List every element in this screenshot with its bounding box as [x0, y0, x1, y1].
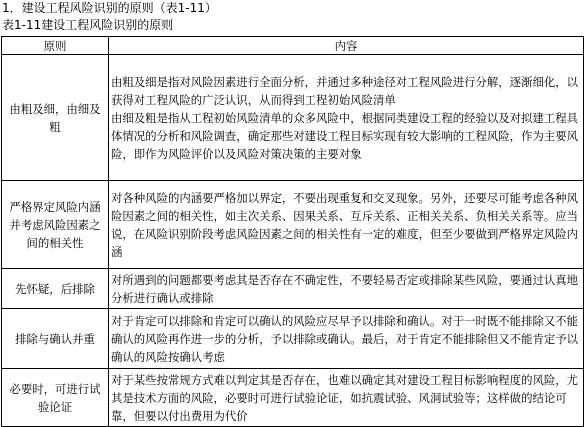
principles-table: [1, 36, 584, 427]
content-paragraph: 对所遇到的问题都要考虑其是否存在不确定性，不要轻易否定或排除某些风险，要通过认真地分析进行确认或排除: [111, 272, 579, 305]
header-principle: 原则: [2, 37, 109, 55]
principle-cell: 由粗及细，由细及粗: [2, 55, 109, 181]
table-header-row: [2, 37, 584, 55]
content-paragraph: 由细及粗是指从工程初始风险清单的众多风险中，根据同类建设工程的经验以及对拟建工程具体情况的分析和风险调查，确定那些对建设工程目标实现有较大影响的工程风险，作为主要风险，即作为风险评价以及风险对策决策的主要对象: [111, 110, 579, 161]
content-cell: [109, 269, 584, 309]
content-paragraph: 对各种风险的内涵要严格加以界定，不要出现重复和交叉现象。另外，还要尽可能考虑各种风险因素之间的相关性，如主次关系、因果关系、互斥关系、正相关关系、负相关关系等。应当说，在风险识别阶段考虑风险因素之间的相关性有一定的难度，但至少要做到严格界定风险内涵: [111, 190, 579, 259]
content-cell: [109, 369, 584, 427]
table-row: [2, 181, 584, 269]
content-cell: [109, 309, 584, 369]
section-heading: 1．建设工程风险识别的原则（表1-11）: [2, 1, 217, 15]
table-row: [2, 269, 584, 309]
table-row: [2, 55, 584, 181]
content-cell: [109, 181, 584, 269]
content-paragraph: 对于肯定可以排除和肯定可以确认的风险应尽早予以排除和确认。对于一时既不能排除又不能确认的风险再作进一步的分析，予以排除或确认。最后，对于肯定不能排除但又不能肯定予以确认的风险按确认考虑: [111, 313, 579, 364]
header-content: 内容: [109, 37, 584, 55]
table-row: [2, 369, 584, 427]
principle-cell: 必要时，可进行试验论证: [2, 369, 109, 427]
table-caption: 表1-11建设工程风险识别的原则: [2, 18, 174, 32]
principle-cell: 排除与确认并重: [2, 309, 109, 369]
content-paragraph: 对于某些按常规方式难以判定其是否存在，也难以确定其对建设工程目标影响程度的风险，尤其是技术方面的风险，必要时可进行试验论证，如抗震试验、风洞试验等；这样做的结论可靠，但要以付出费用为代价: [111, 372, 579, 423]
principle-cell: 先怀疑，后排除: [2, 269, 109, 309]
content-paragraph: 由粗及细是指对风险因素进行全面分析，并通过多种途径对工程风险进行分解，逐渐细化，以获得对工程风险的广泛认识，从而得到工程初始风险清单: [111, 74, 579, 107]
principle-cell: 严格界定风险内涵并考虑风险因素之间的相关性: [2, 181, 109, 269]
content-cell: [109, 55, 584, 181]
table-row: [2, 309, 584, 369]
